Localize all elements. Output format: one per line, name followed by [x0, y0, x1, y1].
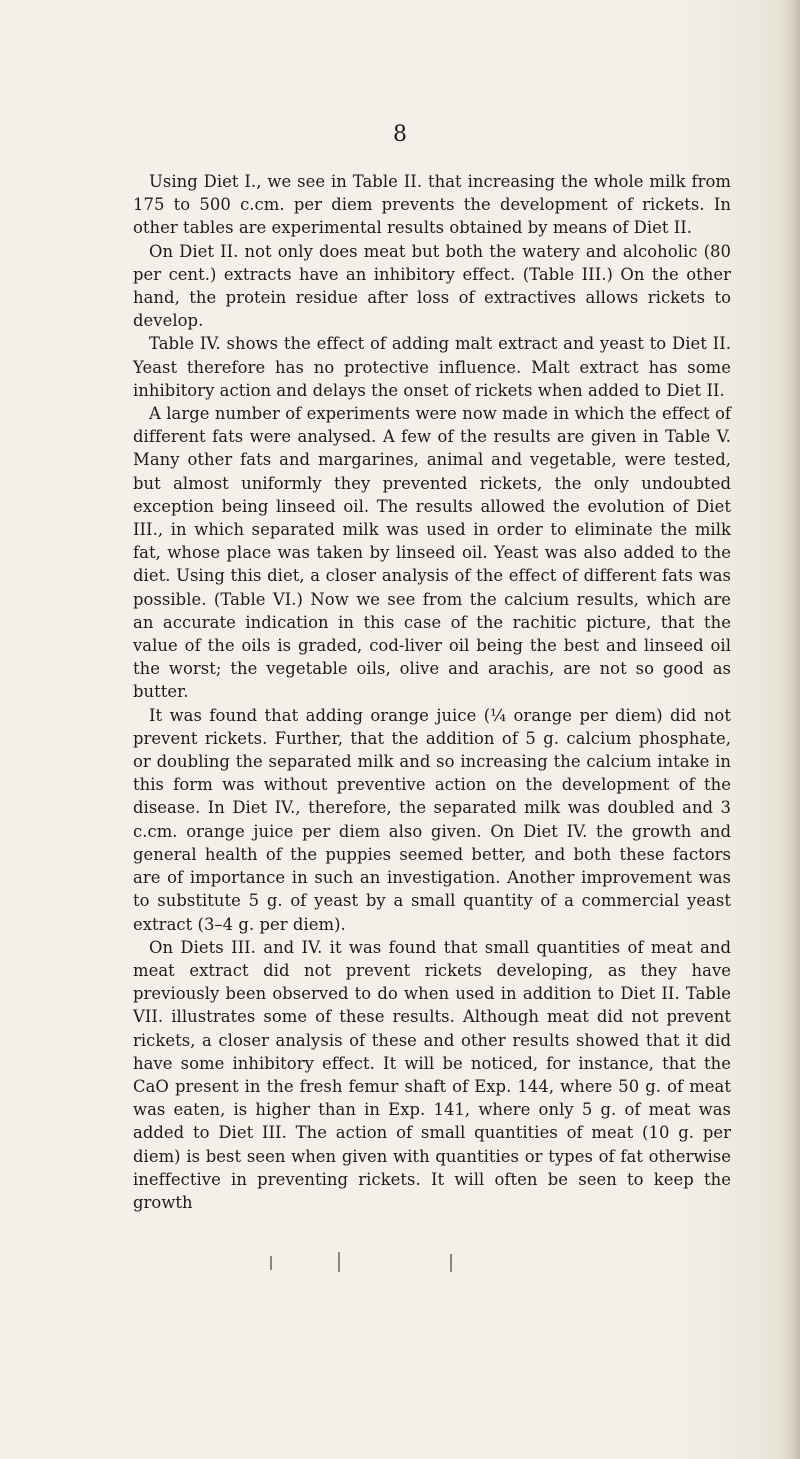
paragraph-meat: On Diets III. and IV. it was found that small quantities of meat and meat extract did not prevent rickets developing, as they have previously been observed to do when used in addition to Diet II. Table VII. illustrates some of these results. Although meat did not prevent rickets, a closer analysis of these and other results showed that it did have some inhibitory effect. It will be noticed, for instance, that the CaO present in the fresh femur shaft of Exp. 144, where 50 g. of meat was eaten, is higher than in Exp. 141, where only 5 g. of meat was added to Diet III. The action of small quantities of meat (10 g. per diem) is best seen when given with quantities or types of fat otherwise ineffective in preventing rickets. It will often be seen to keep the growth: [133, 937, 731, 1212]
paragraph-orange-juice: It was found that adding orange juice (¼ orange per diem) did not prevent rickets. Further, that the addition of 5 g. calcium phosphate, or doubling the separated milk and so increasing the calcium intake in this form was without preventive action on the development of the disease. In Diet IV., therefore, the separated milk was doubled and 3 c.cm. orange juice per diem also given. On Diet IV. the growth and general health of the puppies seemed better, and both these factors are of importance in such an investigation. Another improvement was to substitute 5 g. of yeast by a small quantity of a commercial yeast extract (3–4 g. per diem).: [133, 705, 731, 934]
paragraph-malt-yeast: Table IV. shows the effect of adding malt extract and yeast to Diet II. Yeast therefore has no protective influence. Malt extract has some inhibitory action and delays the onset of rickets when added to Diet II.: [133, 334, 731, 400]
page-number: 8: [393, 122, 407, 147]
paragraph-fats: A large number of experiments were now made in which the effect of different fats were analysed. A few of the results are given in Table V. Many other fats and margarines, animal and vegetable, were tested, but almost uniformly they prevented rickets, the only undoubted exception being linseed oil. The results allowed the evolution of Diet III., in which separated milk was used in order to eliminate the milk fat, whose place was taken by linseed oil. Yeast was also added to the diet. Using this diet, a closer analysis of the effect of different fats was possible. (Table VI.) Now we see from the calcium results, which are an accurate indication in this case of the rachitic picture, that the value of the oils is graded, cod-liver oil being the best and linseed oil the worst; the vegetable oils, olive and arachis, are not so good as butter.: [133, 404, 731, 702]
paragraph-diet-two-extracts: On Diet II. not only does meat but both the watery and alcoholic (80 per cent.) extracts have an inhibitory effect. (Table III.) On the other hand, the protein residue after loss of extractives allows rickets to develop.: [133, 241, 731, 331]
body-text: [133, 170, 731, 1214]
page-edge-shadow: [782, 0, 800, 1459]
scan-artifacts: [150, 1248, 650, 1288]
paragraph-diet-one: Using Diet I., we see in Table II. that increasing the whole milk from 175 to 500 c.cm. per diem prevents the development of rickets. In other tables are experimental results obtained by means of Diet II.: [133, 172, 731, 238]
